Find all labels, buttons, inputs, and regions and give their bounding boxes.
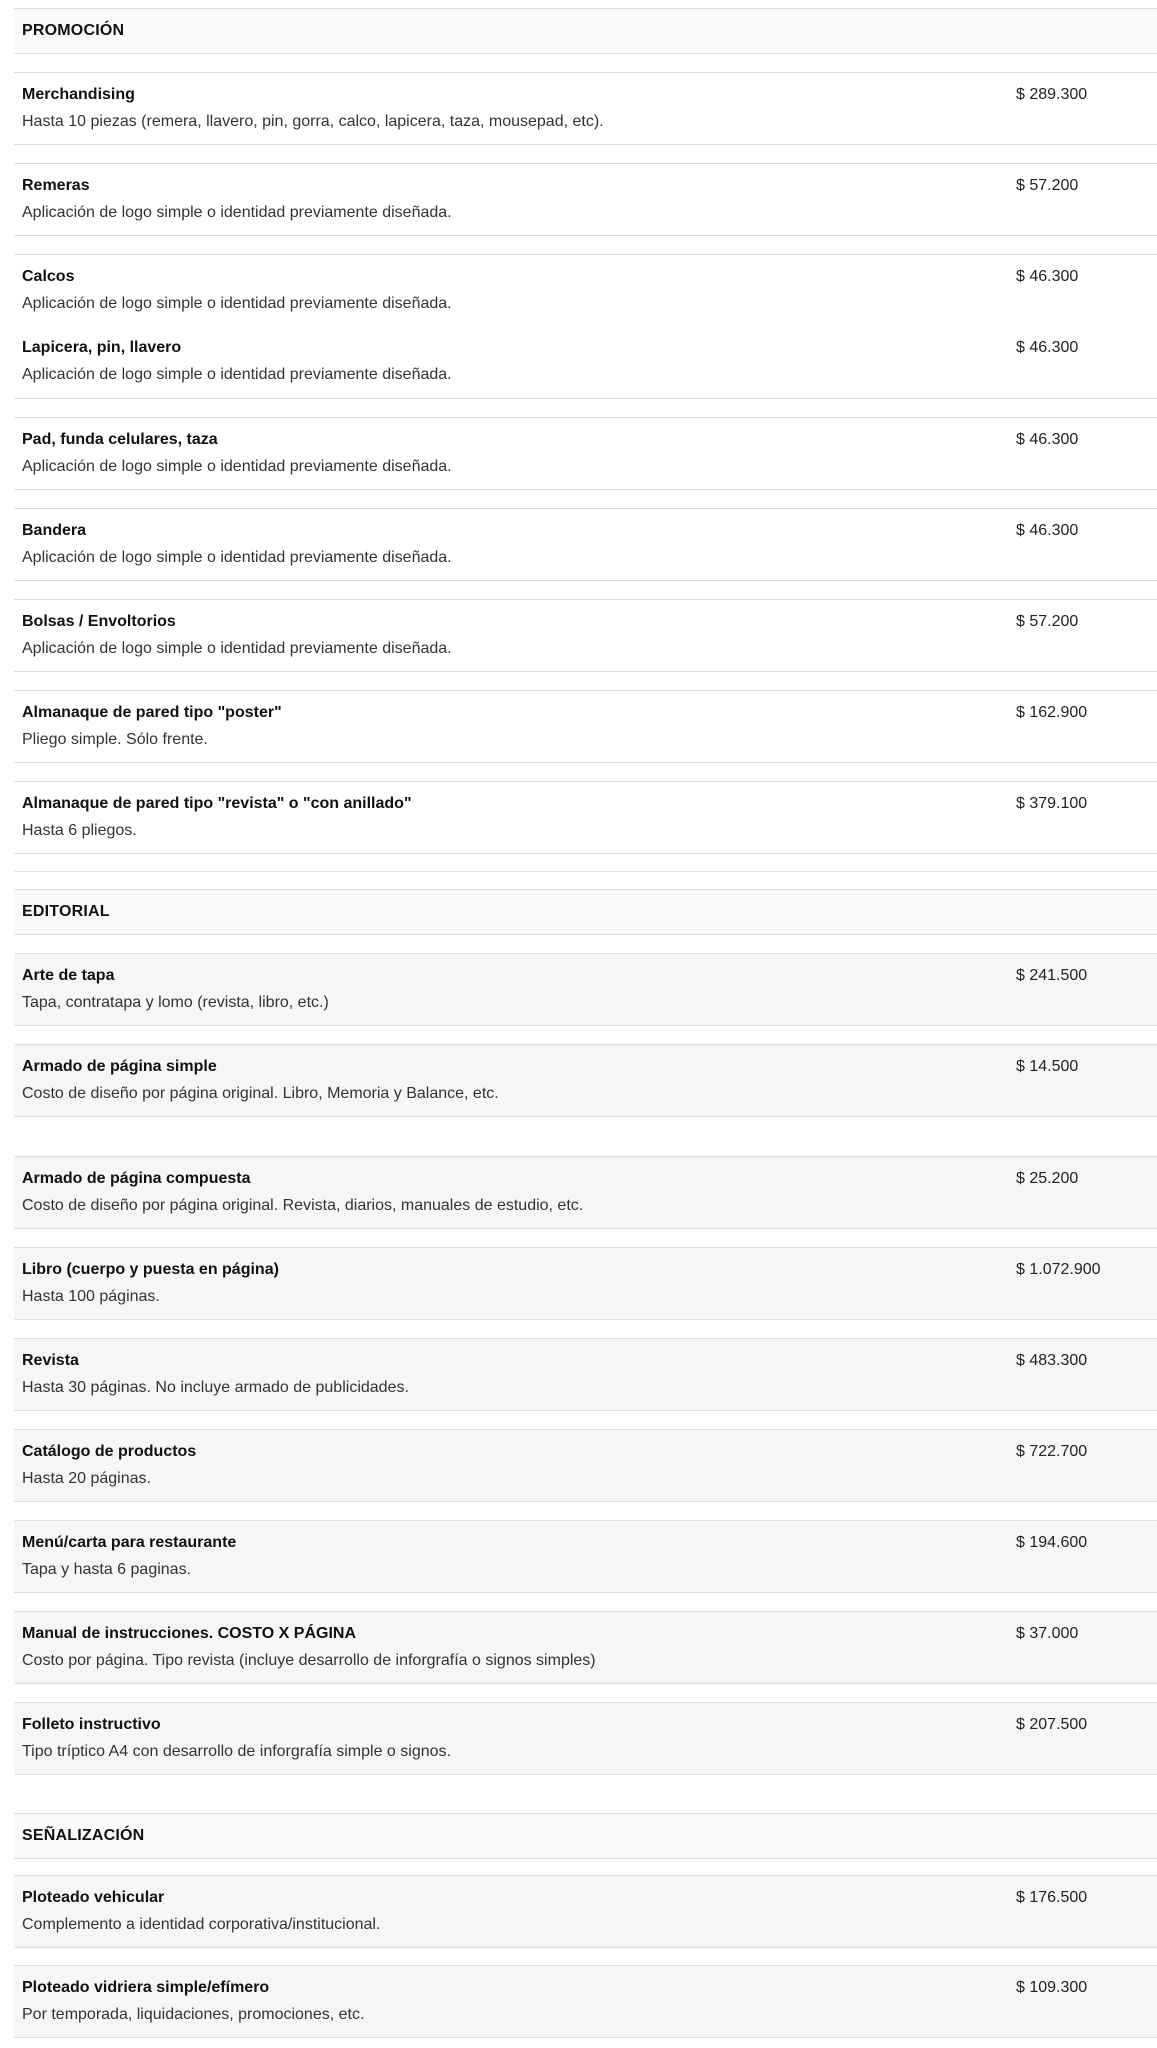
item-price: $ 46.300 xyxy=(1016,522,1079,539)
item-name: Ploteado vidriera simple/efímero xyxy=(22,1979,270,1996)
list-item xyxy=(14,1338,1157,1411)
divider xyxy=(14,871,1157,872)
item-price: $ 483.300 xyxy=(1016,1352,1088,1369)
list-item xyxy=(14,1247,1157,1320)
item-name: Armado de página simple xyxy=(22,1058,217,1075)
item-price: $ 46.300 xyxy=(1016,339,1079,356)
section-title: EDITORIAL xyxy=(22,903,110,920)
list-item xyxy=(14,1875,1157,1948)
item-description: Aplicación de logo simple o identidad previamente diseñada. xyxy=(22,204,452,221)
list-item xyxy=(14,508,1157,581)
item-price: $ 162.900 xyxy=(1016,704,1088,721)
list-item xyxy=(14,1611,1157,1684)
item-name: Libro (cuerpo y puesta en página) xyxy=(22,1261,279,1278)
item-description: Complemento a identidad corporativa/institucional. xyxy=(22,1916,381,1933)
item-price: $ 176.500 xyxy=(1016,1889,1088,1906)
item-description: Hasta 10 piezas (remera, llavero, pin, gorra, calco, lapicera, taza, mousepad, etc). xyxy=(22,113,604,130)
item-name: Armado de página compuesta xyxy=(22,1170,251,1187)
item-description: Hasta 30 páginas. No incluye armado de publicidades. xyxy=(22,1379,409,1396)
list-item xyxy=(14,163,1157,236)
section-title: PROMOCIÓN xyxy=(22,22,125,39)
item-name: Bandera xyxy=(22,522,87,539)
section-header-senalizacion xyxy=(14,1813,1157,1859)
item-name: Almanaque de pared tipo "revista" o "con anillado" xyxy=(22,795,412,812)
item-price: $ 722.700 xyxy=(1016,1443,1088,1460)
item-description: Aplicación de logo simple o identidad previamente diseñada. xyxy=(22,295,452,312)
list-item xyxy=(14,1429,1157,1502)
item-name: Merchandising xyxy=(22,86,135,103)
item-name: Bolsas / Envoltorios xyxy=(22,613,176,630)
list-item xyxy=(14,599,1157,672)
section-title: SEÑALIZACIÓN xyxy=(22,1827,145,1844)
item-description: Tapa, contratapa y lomo (revista, libro, etc.) xyxy=(22,994,329,1011)
item-description: Hasta 6 pliegos. xyxy=(22,822,137,839)
item-name: Remeras xyxy=(22,177,90,194)
list-item xyxy=(14,254,1157,327)
item-description: Hasta 100 páginas. xyxy=(22,1288,160,1305)
item-description: Hasta 20 páginas. xyxy=(22,1470,151,1487)
item-description: Aplicación de logo simple o identidad previamente diseñada. xyxy=(22,640,452,657)
list-item xyxy=(14,326,1157,399)
list-item xyxy=(14,1044,1157,1117)
item-price: $ 46.300 xyxy=(1016,431,1079,448)
item-name: Lapicera, pin, llavero xyxy=(22,339,182,356)
list-item xyxy=(14,953,1157,1026)
item-description: Costo de diseño por página original. Libro, Memoria y Balance, etc. xyxy=(22,1085,499,1102)
item-price: $ 241.500 xyxy=(1016,967,1088,984)
item-name: Catálogo de productos xyxy=(22,1443,197,1460)
item-price: $ 14.500 xyxy=(1016,1058,1079,1075)
item-name: Pad, funda celulares, taza xyxy=(22,431,218,448)
item-price: $ 194.600 xyxy=(1016,1534,1088,1551)
item-description: Aplicación de logo simple o identidad previamente diseñada. xyxy=(22,366,452,383)
item-price: $ 109.300 xyxy=(1016,1979,1088,1996)
item-price: $ 57.200 xyxy=(1016,177,1079,194)
list-item xyxy=(14,781,1157,854)
item-price: $ 25.200 xyxy=(1016,1170,1079,1187)
item-name: Revista xyxy=(22,1352,79,1369)
item-description: Pliego simple. Sólo frente. xyxy=(22,731,208,748)
item-name: Folleto instructivo xyxy=(22,1716,161,1733)
list-item xyxy=(14,1520,1157,1593)
item-name: Menú/carta para restaurante xyxy=(22,1534,237,1551)
item-name: Calcos xyxy=(22,268,75,285)
list-item xyxy=(14,417,1157,490)
list-item xyxy=(14,690,1157,763)
item-description: Aplicación de logo simple o identidad previamente diseñada. xyxy=(22,549,452,566)
item-name: Almanaque de pared tipo "poster" xyxy=(22,704,282,721)
item-description: Tapa y hasta 6 paginas. xyxy=(22,1561,192,1578)
item-description: Tipo tríptico A4 con desarrollo de inforgrafía simple o signos. xyxy=(22,1743,451,1760)
item-description: Aplicación de logo simple o identidad previamente diseñada. xyxy=(22,458,452,475)
section-header-editorial xyxy=(14,889,1157,935)
item-price: $ 46.300 xyxy=(1016,268,1079,285)
item-price: $ 37.000 xyxy=(1016,1625,1079,1642)
item-name: Manual de instrucciones. COSTO X PÁGINA xyxy=(22,1625,356,1642)
item-name: Arte de tapa xyxy=(22,967,115,984)
item-description: Por temporada, liquidaciones, promociones, etc. xyxy=(22,2006,365,2023)
item-price: $ 1.072.900 xyxy=(1016,1261,1101,1278)
item-description: Costo de diseño por página original. Revista, diarios, manuales de estudio, etc. xyxy=(22,1197,584,1214)
item-price: $ 207.500 xyxy=(1016,1716,1088,1733)
item-price: $ 57.200 xyxy=(1016,613,1079,630)
list-item xyxy=(14,1965,1157,2038)
item-description: Costo por página. Tipo revista (incluye desarrollo de inforgrafía o signos simples) xyxy=(22,1652,596,1669)
item-price: $ 289.300 xyxy=(1016,86,1088,103)
list-item xyxy=(14,1702,1157,1775)
list-item xyxy=(14,1156,1157,1229)
list-item xyxy=(14,72,1157,145)
item-name: Ploteado vehicular xyxy=(22,1889,165,1906)
section-header-promocion xyxy=(14,8,1157,54)
item-price: $ 379.100 xyxy=(1016,795,1088,812)
